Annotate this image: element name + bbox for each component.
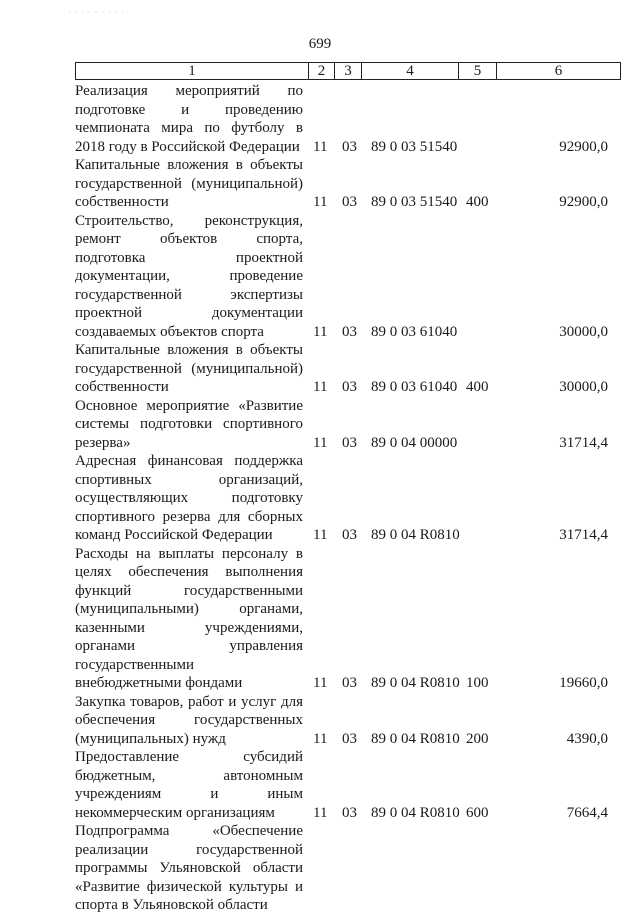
subsection-code: 03 <box>342 379 357 395</box>
row-description: Адресная финансовая поддержка спортивных организаций, осуществляющих подготовку спортивного резерва для сборных команд Российской Федерации <box>75 453 303 543</box>
subsection-code: 03 <box>342 675 357 691</box>
row-description: Закупка товаров, работ и услуг для обеспечения государственных (муниципальных) нужд <box>75 693 303 747</box>
row-codes <box>75 434 621 453</box>
table-row <box>75 452 621 545</box>
table-row <box>75 693 621 749</box>
section-code: 11 <box>313 379 328 395</box>
column-header-2: 2 <box>309 63 335 79</box>
column-header-1: 1 <box>76 63 309 79</box>
expense-type-code: 400 <box>466 379 489 395</box>
amount: 19660,0 <box>559 675 608 691</box>
row-description: Подпрограмма «Обеспечение реализации государственной программы Ульяновской области «Развитие физической культуры и спорта в Ульяновской области <box>75 823 303 913</box>
column-header-6: 6 <box>554 63 563 79</box>
section-code: 11 <box>313 434 328 451</box>
target-article-code: 89 0 04 00000 <box>371 434 458 451</box>
amount: 31714,4 <box>559 434 608 451</box>
target-article-code: 89 0 04 R0810 <box>371 804 460 821</box>
budget-table-body <box>75 82 621 915</box>
amount: 92900,0 <box>559 194 608 210</box>
row-description: Капитальные вложения в объекты государственной (муниципальной) собственности <box>75 157 303 210</box>
row-codes <box>75 138 621 157</box>
target-article-code: 89 0 03 61040 <box>371 323 458 340</box>
table-row <box>75 82 621 156</box>
target-article-code: 89 0 04 R0810 <box>371 675 460 691</box>
table-row <box>75 748 621 822</box>
row-codes <box>75 526 621 545</box>
row-codes <box>75 193 621 212</box>
column-header-5: 5 <box>459 63 497 79</box>
amount: 92900,0 <box>559 138 608 155</box>
table-row <box>75 341 621 397</box>
amount: 4390,0 <box>566 730 608 747</box>
amount: 30000,0 <box>559 323 608 340</box>
section-code: 11 <box>313 194 328 210</box>
amount: 31714,4 <box>559 527 608 543</box>
amount: 7664,4 <box>566 804 608 821</box>
column-header-4: 4 <box>362 63 459 79</box>
row-codes <box>75 804 621 823</box>
row-description: Капитальные вложения в объекты государственной (муниципальной) собственности <box>75 342 303 395</box>
scan-artifact: · · · · · · · · · <box>68 8 125 17</box>
subsection-code: 03 <box>342 730 357 747</box>
subsection-code: 03 <box>342 323 357 340</box>
subsection-code: 03 <box>342 434 357 451</box>
target-article-code: 89 0 03 61040 <box>371 379 458 395</box>
expense-type-code: 100 <box>466 675 489 691</box>
section-code: 11 <box>313 527 328 543</box>
subsection-code: 03 <box>342 194 357 210</box>
table-row <box>75 397 621 453</box>
row-description: Реализация мероприятий по подготовке и проведению чемпионата мира по футболу в 2018 году в Российской Федерации <box>75 83 303 155</box>
target-article-code: 89 0 04 R0810 <box>371 527 460 543</box>
row-description: Предоставление субсидий бюджетным, автономным учреждениям и иным некоммерческим организациям <box>75 749 303 821</box>
table-row <box>75 822 621 915</box>
subsection-code: 03 <box>342 138 357 155</box>
expense-type-code: 600 <box>466 804 489 821</box>
table-row <box>75 212 621 342</box>
target-article-code: 89 0 04 R0810 <box>371 730 460 747</box>
subsection-code: 03 <box>342 804 357 821</box>
target-article-code: 89 0 03 51540 <box>371 138 458 155</box>
section-code: 11 <box>313 323 328 340</box>
amount: 30000,0 <box>559 379 608 395</box>
row-codes <box>75 730 621 749</box>
row-codes <box>75 674 621 693</box>
row-description: Строительство, реконструкция, ремонт объектов спорта, подготовка проектной документации, проведение государственной экспертизы проектной документации создаваемых объектов спорта <box>75 212 303 340</box>
table-row <box>75 156 621 212</box>
section-code: 11 <box>313 675 328 691</box>
section-code: 11 <box>313 804 328 821</box>
row-description: Расходы на выплаты персоналу в целях обеспечения выполнения функций государственными (муниципальными) органами, казенными учреждениями, органами управления государственными внебюджетными фондами <box>75 545 303 691</box>
table-header <box>75 62 621 80</box>
target-article-code: 89 0 03 51540 <box>371 194 458 210</box>
row-codes <box>75 323 621 342</box>
table-row <box>75 545 621 693</box>
section-code: 11 <box>313 730 328 747</box>
section-code: 11 <box>313 138 328 155</box>
expense-type-code: 200 <box>466 730 489 747</box>
column-header-3: 3 <box>335 63 362 79</box>
row-description: Основное мероприятие «Развитие системы подготовки спортивного резерва» <box>75 397 303 451</box>
page-number: 699 <box>308 36 332 52</box>
subsection-code: 03 <box>342 527 357 543</box>
expense-type-code: 400 <box>466 194 489 210</box>
row-codes <box>75 378 621 397</box>
